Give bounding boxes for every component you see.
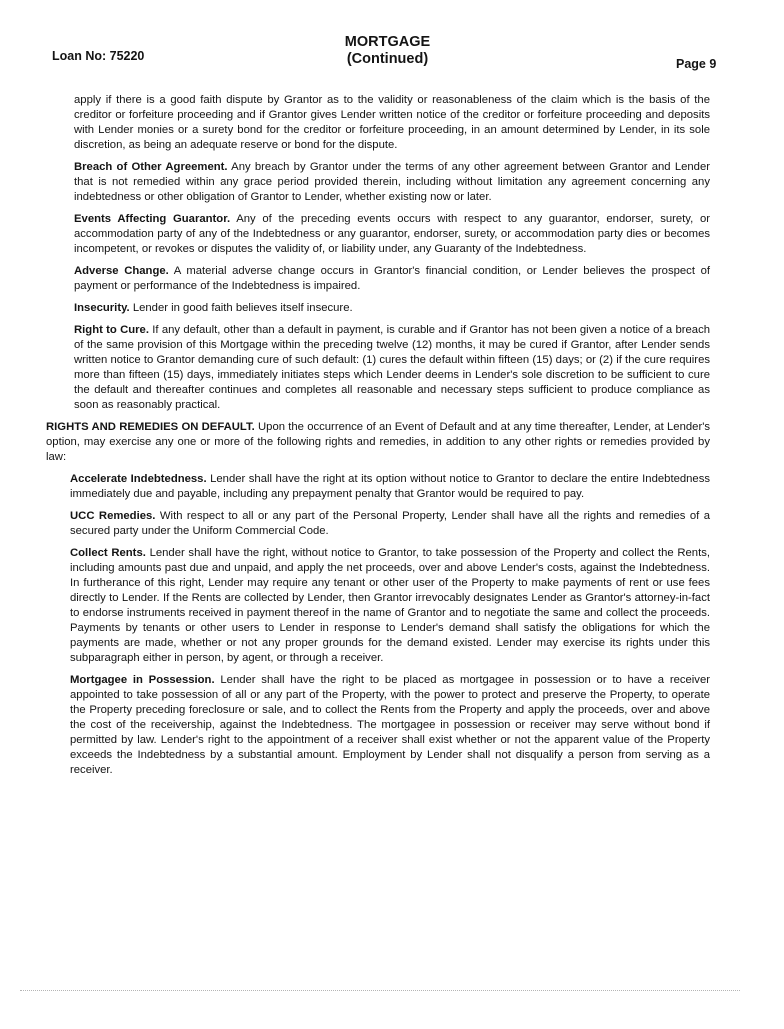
document-body [46,93,710,785]
loan-number: Loan No: 75220 [52,49,145,63]
event-title: Events Affecting Guarantor. [74,213,231,225]
event-affecting-guarantor [74,212,710,257]
page-number: Page 9 [676,57,717,71]
remedy-title: UCC Remedies. [70,510,156,522]
section-heading: RIGHTS AND REMEDIES ON DEFAULT. [46,421,255,433]
event-insecurity [74,301,710,316]
event-title: Insecurity. [74,302,130,314]
title-block [300,34,475,68]
event-text: A material adverse change occurs in Grantor's financial condition, or Lender believes the prospect of payment or performance of the Indebtedness is impaired. [74,265,711,292]
document-title: MORTGAGE [344,34,431,50]
remedy-title: Mortgagee in Possession. [70,674,215,686]
remedy-title: Collect Rents. [70,547,146,559]
remedy-mortgagee-in-possession [70,673,710,778]
event-right-to-cure [74,323,710,413]
footer-scan-rule [20,990,740,991]
section-intro-text: Upon the occurrence of an Event of Default and at any time thereafter, Lender, at Lender's option, may exercise any one or more of the following rights and remedies, in addition to any other rights or remedies provided by law: [46,421,711,463]
page-header [0,34,784,74]
remedy-collect-rents [70,546,710,666]
event-text: If any default, other than a default in payment, is curable and if Grantor has not been given a notice of a breach of the same provision of this Mortgage within the preceding twelve (12) months, it may be cured if Grantor, after Lender sends written notice to Grantor demanding cure of such default: (1) cures the default within fifteen (15) days; or (2) if the cure requires more than fifteen (15) days, immediately initiates steps which Lender deems in Lender's sole discretion to be sufficient to cure the default and thereafter continues and completes all reasonable and necessary steps sufficient to produce compliance as soon as reasonably practical. [74,324,710,411]
event-adverse-change [74,264,710,294]
continuation-paragraph: apply if there is a good faith dispute by Grantor as to the validity or reasonableness of the claim which is the basis of the creditor or forfeiture proceeding and if Grantor gives Lender written notice of the creditor or forfeiture proceeding and deposits with Lender monies or a surety bond for the creditor or forfeiture proceeding, in an amount determined by Lender, in its sole discretion, as being an adequate reserve or bond for the dispute. [74,94,710,151]
remedy-text: Lender shall have the right, without notice to Grantor, to take possession of the Property and collect the Rents, including amounts past due and unpaid, and apply the net proceeds, over and above Lender's costs, against the Indebtedness. In furtherance of this right, Lender may require any tenant or other user of the Property to make payments of rent or use fees directly to Lender. If the Rents are collected by Lender, then Grantor irrevocably designates Lender as Grantor's attorney-in-fact to endorse instruments received in payment thereof in the name of Grantor and to negotiate the same and collect the proceeds. Payments by tenants or other users to Lender in response to Lender's demand shall satisfy the obligations for which the payments are made, whether or not any proper grounds for the demand existed. Lender may exercise its rights under this subparagraph either in person, by agent, or through a receiver. [70,547,711,664]
document-subtitle: (Continued) [346,51,429,67]
event-title: Breach of Other Agreement. [74,161,228,173]
rights-and-remedies-section [46,420,710,465]
remedy-ucc-remedies [70,509,710,539]
remedy-text: Lender shall have the right to be placed as mortgagee in possession or to have a receiver appointed to take possession of all or any part of the Property, with the power to protect and preserve the Property, to operate the Property preceding foreclosure or sale, and to collect the Rents from the Property and apply the proceeds, over and above the cost of the receivership, against the Indebtedness. The mortgagee in possession or receiver may serve without bond if permitted by law. Lender's right to the appointment of a receiver shall exist whether or not the apparent value of the Property exceeds the Indebtedness by a substantial amount. Employment by Lender shall not disqualify a person from serving as a receiver. [70,674,710,776]
remedy-title: Accelerate Indebtedness. [70,473,207,485]
event-title: Right to Cure. [74,324,149,336]
remedy-accelerate-indebtedness [70,472,710,502]
remedy-text: Lender shall have the right at its option without notice to Grantor to declare the entire Indebtedness immediately due and payable, including any prepayment penalty that Grantor would be required to pay. [70,473,711,500]
remedy-text: With respect to all or any part of the Personal Property, Lender shall have all the rights and remedies of a secured party under the Uniform Commercial Code. [70,510,711,537]
event-title: Adverse Change. [74,265,169,277]
event-text: Any breach by Grantor under the terms of any other agreement between Grantor and Lender that is not remedied within any grace period provided therein, including without limitation any agreement concerning any indebtedness or other obligation of Grantor to Lender, whether existing now or later. [74,161,710,203]
event-breach-other-agreement [74,160,710,205]
event-text: Any of the preceding events occurs with respect to any guarantor, endorser, surety, or accommodation party of any of the Indebtedness or any guarantor, endorser, surety, or accommodation party dies or becomes incompetent, or revokes or disputes the validity of, or liability under, any Guaranty of the Indebtedness. [74,213,711,255]
event-text: Lender in good faith believes itself insecure. [132,302,353,314]
